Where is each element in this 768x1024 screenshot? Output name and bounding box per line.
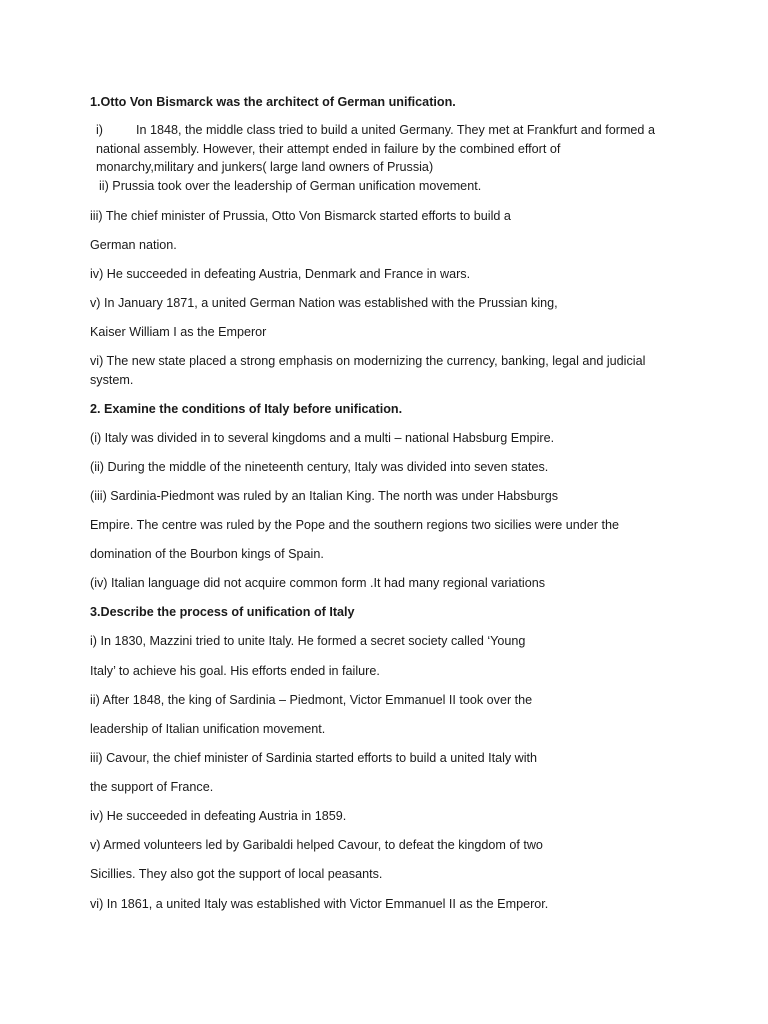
q3-point-v-line-2: Sicillies. They also got the support of local peasants. <box>90 867 383 881</box>
q2-point-ii: (ii) During the middle of the nineteenth century, Italy was divided into seven states. <box>90 460 549 474</box>
q1-point-iii-line-1: iii) The chief minister of Prussia, Otto Von Bismarck started efforts to build a <box>90 209 511 223</box>
q3-point-ii-line-1: ii) After 1848, the king of Sardinia – Piedmont, Victor Emmanuel II took over the <box>90 693 533 707</box>
q1-point-i-line-3: monarchy,military and junkers( large land owners of Prussia) <box>96 160 434 174</box>
q3-point-iv: iv) He succeeded in defeating Austria in 1859. <box>90 809 347 823</box>
q2-point-i: (i) Italy was divided in to several kingdoms and a multi – national Habsburg Empire. <box>90 431 555 445</box>
question-2-heading: 2. Examine the conditions of Italy before unification. <box>90 402 403 416</box>
q1-point-ii: ii) Prussia took over the leadership of German unification movement. <box>99 179 482 193</box>
q3-point-i-line-1: i) In 1830, Mazzini tried to unite Italy. He formed a secret society called ‘Young <box>90 634 526 648</box>
q1-point-v-line-1: v) In January 1871, a united German Nation was established with the Prussian king, <box>90 296 558 310</box>
q3-point-ii-line-2: leadership of Italian unification movement. <box>90 722 326 736</box>
q1-point-i-marker: i) <box>96 123 103 137</box>
q3-point-iii-line-2: the support of France. <box>90 780 214 794</box>
q2-point-iii-line-2: Empire. The centre was ruled by the Pope and the southern regions two sicilies were under the <box>90 518 619 532</box>
question-1-heading: 1.Otto Von Bismarck was the architect of German unification. <box>90 95 456 109</box>
q1-point-v-line-2: Kaiser William I as the Emperor <box>90 325 267 339</box>
q3-point-vi: vi) In 1861, a united Italy was established with Victor Emmanuel II as the Emperor. <box>90 897 549 911</box>
q1-point-i-text: In 1848, the middle class tried to build a united Germany. They met at Frankfurt and formed a <box>136 123 655 137</box>
q1-point-iv: iv) He succeeded in defeating Austria, Denmark and France in wars. <box>90 267 471 281</box>
q2-point-iii-line-1: (iii) Sardinia-Piedmont was ruled by an Italian King. The north was under Habsburgs <box>90 489 559 503</box>
q2-point-iii-line-3: domination of the Bourbon kings of Spain. <box>90 547 324 561</box>
q1-point-i-line-2: national assembly. However, their attempt ended in failure by the combined effort of <box>96 142 561 156</box>
q1-point-i-line-1 <box>96 121 655 139</box>
q2-point-iv: (iv) Italian language did not acquire common form .It had many regional variations <box>90 576 546 590</box>
q1-point-vi-line-1: vi) The new state placed a strong emphasis on modernizing the currency, banking, legal and judicial <box>90 354 646 368</box>
question-3-heading: 3.Describe the process of unification of Italy <box>90 605 355 619</box>
q1-point-iii-line-2: German nation. <box>90 238 177 252</box>
q3-point-iii-line-1: iii) Cavour, the chief minister of Sardinia started efforts to build a united Italy with <box>90 751 538 765</box>
q1-point-vi-line-2: system. <box>90 373 134 387</box>
q3-point-i-line-2: Italy’ to achieve his goal. His efforts ended in failure. <box>90 664 380 678</box>
q3-point-v-line-1: v) Armed volunteers led by Garibaldi helped Cavour, to defeat the kingdom of two <box>90 838 543 852</box>
